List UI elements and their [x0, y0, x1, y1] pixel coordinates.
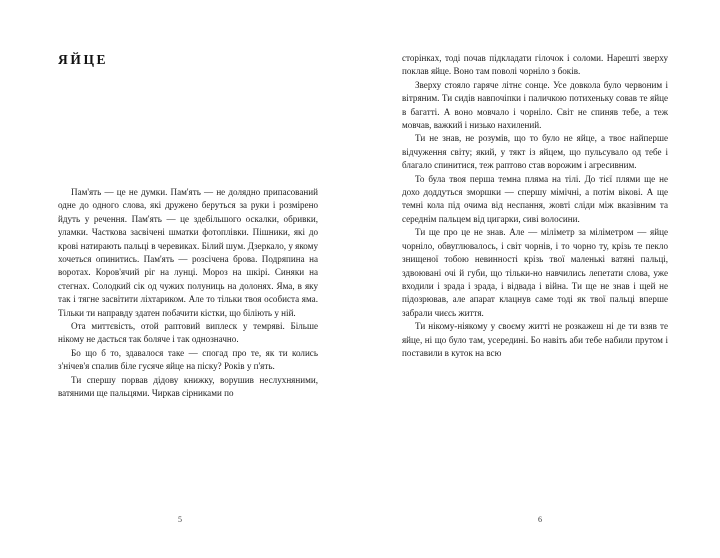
paragraph: Зверху стояло гаряче літнє сонце. Усе довкола було червоним і вітряним. Ти сидів навпочіпки і паличкою потихеньку совав те яйце в багатті. А воно мовчало і чорніло. Світ не спиняв тебе, а теж мовчав, важкий і низько нахилений. [402, 79, 668, 131]
page-number: 6 [538, 515, 542, 524]
paragraph: То була твоя перша темна пляма на тілі. До тієї плями ще не дохо доддуться зморшки — спершу мімічні, а потім вікові. А ще темні кола під очима від неспання, жовті сліди між вказівним та середнім пальцем від цигарки, сиві волосини. [402, 173, 668, 224]
paragraph: Ота миттєвість, отой раптовий виплеск у темряві. Більше нікому не дасться так боляче і так однозначно. [58, 321, 318, 345]
paragraph: Бо що б то, здавалося таке — спогад про те, як ти колись з'нічев'я спалив біле гусяче яйце на піску? Років у п'ять. [58, 347, 318, 372]
paragraph: Ти спершу порвав дідову книжку, ворушив неслухняними, ватяними ще пальцями. Чиркав сірниками по [58, 374, 318, 399]
paragraph: Пам'ять — це не думки. Пам'ять — не долядно припасований одне до одного слова, які дружено беруться за руки і розмірено йдуть у речення. Пам'ять — це здебільшого оскалки, обривки, уламки. Часткова засвічені шматки фотоплівки. Пішники, які до крові натирають пальці в черевиках. Білий шум. Дзеркало, у якому хочеться опинитись. Пам'ять — розсічена брова. Подряпина на воротах. Коров'ячий ріг на лунці. Мороз на шкірі. Синяки на стегнах. Солодкий сік од чужих полуниць на долонях. Яма, в яку так і тягне засвітити ліхтариком. Але то тільки твоя особиста яма. Тільки ти направду здатен побачити кістки, що біліють у ній. [58, 187, 318, 318]
page-right [360, 0, 720, 558]
page-title: ЯЙЦЕ [58, 52, 109, 67]
paragraph: Ти не знав, не розумів, що то було не яйце, а твоє найперше відчуження світу; який, у тякт із яйцем, що пульсувало од тебе і благало спинитися, теж раптово став ворожим і агресивним. [402, 133, 668, 171]
paragraph: Ти ще про це не знав. Але — міліметр за міліметром — яйце чорніло, обвуглювалось, і світ чорнів, і то чорно ту, крізь те пекло знищеної тобою невинності крізь твої маленькі ватяні пальці, здвоювані очі й губи, що тільки-но навчились лепетати слова, уже входили і зрада і зрада, і відвада і війна. Ти ще не знав і щей не підозрював, але апарат клацнув саме тоді як твої пальці вперше забрали чиєсь життя. [402, 227, 668, 318]
paragraph: Ти нікому-ніякому у своєму житті не розкажеш ні де ти взяв те яйце, ні що було там, усередині. Бо навіть аби тебе набили прутом і поставили в куток на всю [402, 321, 668, 358]
right-page-body [402, 52, 668, 360]
left-page-body [58, 186, 318, 401]
paragraph: сторінках, тоді почав підкладати гілочок і соломи. Нарешті зверху поклав яйце. Воно там поволі чорніло з боків. [402, 53, 668, 77]
page-number: 5 [178, 515, 182, 524]
